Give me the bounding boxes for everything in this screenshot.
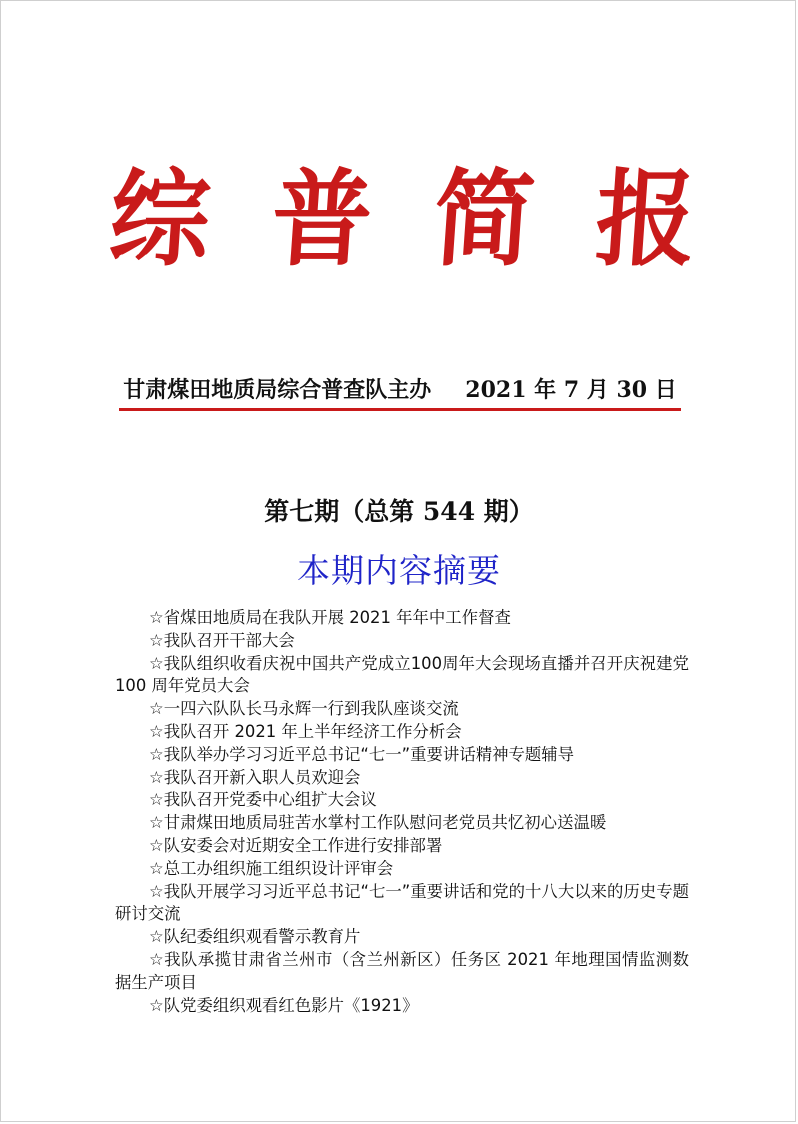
publisher-organizer: 甘肃煤田地质局综合普查队主办 xyxy=(123,377,432,403)
summary-item: ☆我队召开新入职人员欢迎会 xyxy=(149,767,361,787)
summary-item: ☆队纪委组织观看警示教育片 xyxy=(149,927,361,947)
summary-list xyxy=(115,607,689,1017)
summary-item: ☆我队组织收看庆祝中国共产党成立100周年大会现场直播并召开庆祝建党 100 周年党员大会 xyxy=(115,653,689,696)
summary-item: ☆我队召开干部大会 xyxy=(149,630,295,650)
masthead-chars xyxy=(102,157,701,281)
summary-item: ☆我队召开党委中心组扩大会议 xyxy=(149,790,377,810)
masthead-char-3: 简 xyxy=(429,157,539,281)
masthead-char-1: 综 xyxy=(105,157,215,281)
summary-item: ☆队党委组织观看红色影片《1921》 xyxy=(149,995,419,1015)
summary-item: ☆我队开展学习习近平总书记“七一”重要讲话和党的十八大以来的历史专题研讨交流 xyxy=(115,881,689,924)
summary-item: ☆一四六队队长马永辉一行到我队座谈交流 xyxy=(149,699,459,719)
summary-item: ☆甘肃煤田地质局驻苦水掌村工作队慰问老党员共忆初心送温暖 xyxy=(149,813,607,833)
summary-item: ☆队安委会对近期安全工作进行安排部署 xyxy=(149,835,443,855)
summary-item: ☆省煤田地质局在我队开展 2021 年年中工作督查 xyxy=(149,608,511,627)
summary-item: ☆总工办组织施工组织设计评审会 xyxy=(149,858,394,878)
header-rule xyxy=(119,408,681,411)
publisher-spacer xyxy=(431,375,465,405)
publisher-line xyxy=(119,375,681,405)
issue-number: 第七期（总第 544 期） xyxy=(264,497,534,526)
summary-item: ☆我队召开 2021 年上半年经济工作分析会 xyxy=(149,721,462,741)
masthead-char-4: 报 xyxy=(591,157,701,281)
masthead-char-2: 普 xyxy=(267,157,377,281)
summary-item: ☆我队举办学习习近平总书记“七一”重要讲话精神专题辅导 xyxy=(149,744,575,764)
masthead-title xyxy=(1,159,797,279)
summary-heading: 本期内容摘要 xyxy=(297,551,501,590)
summary-item: ☆我队承揽甘肃省兰州市（含兰州新区）任务区 2021 年地理国情监测数据生产项目 xyxy=(115,949,689,992)
publication-date: 2021 年 7 月 30 日 xyxy=(465,377,677,403)
